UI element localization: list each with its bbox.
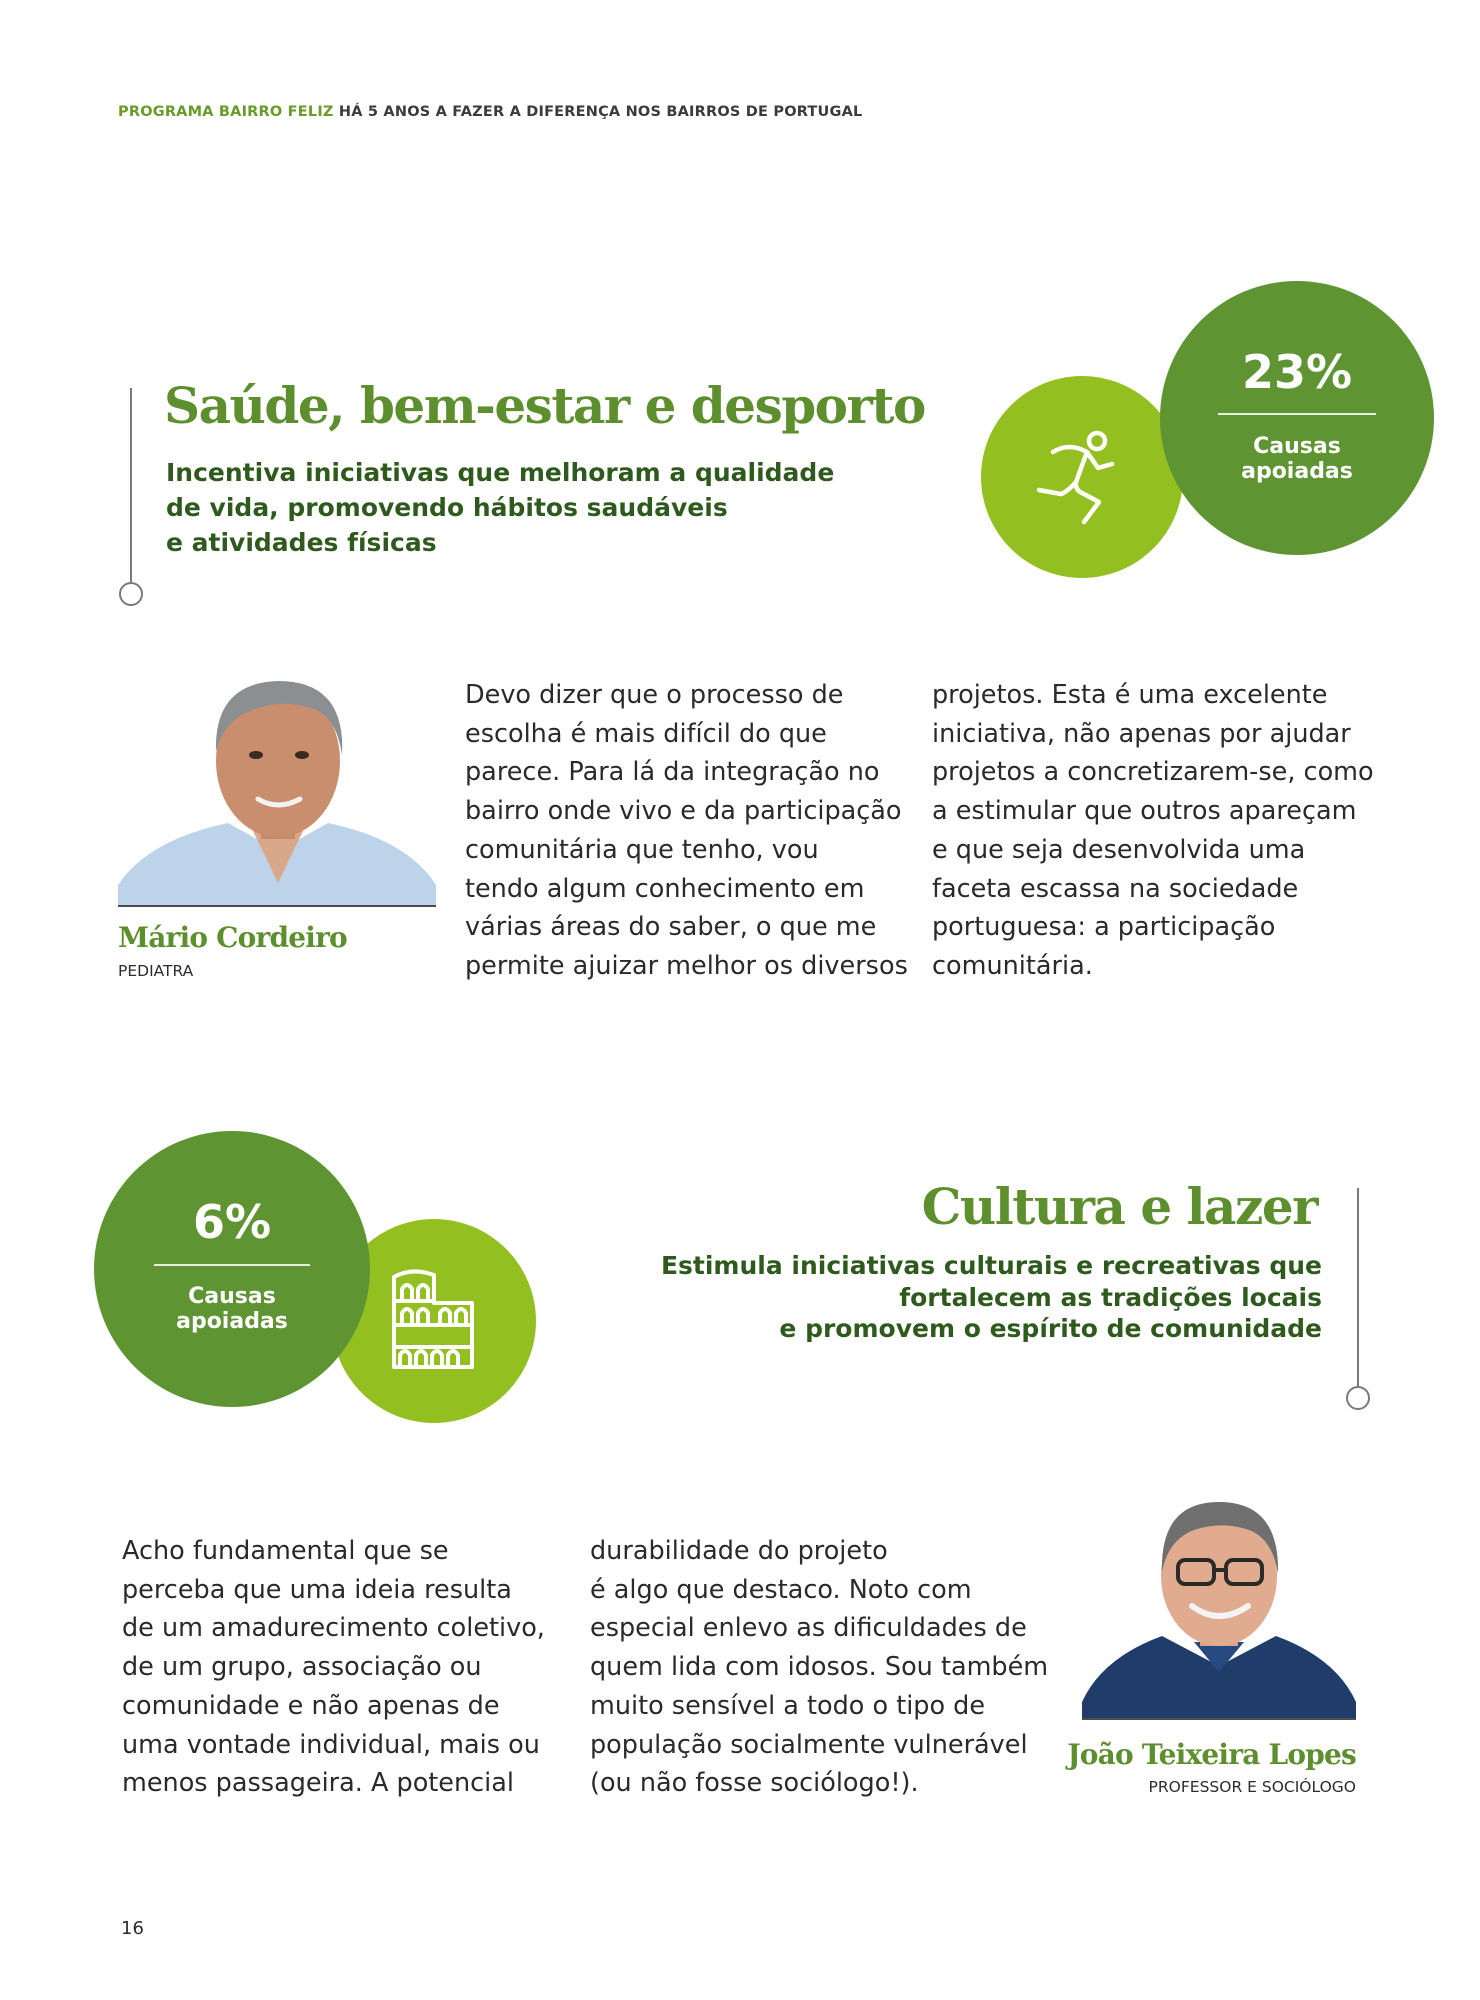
- quote-line: várias áreas do saber, o que me: [465, 912, 877, 943]
- quote-line: muito sensível a todo o tipo de: [590, 1690, 986, 1721]
- joao-teixeira-lopes-name: João Teixeira Lopes: [1067, 1738, 1356, 1771]
- stat-label-line: apoiadas: [176, 1309, 288, 1334]
- section1-rule: [130, 388, 132, 582]
- section1-quote-col1: [465, 676, 908, 986]
- quote-line: comunitária que tenho, vou: [465, 834, 819, 865]
- section2-quote-col2: [590, 1532, 1048, 1803]
- section2-subtitle-line: Estimula iniciativas culturais e recreativas que: [660, 1251, 1322, 1280]
- runner-icon: [981, 376, 1183, 578]
- quote-line: menos passageira. A potencial: [122, 1768, 514, 1799]
- quote-line: população socialmente vulnerável: [590, 1729, 1028, 1760]
- quote-line: quem lida com idosos. Sou também: [590, 1652, 1049, 1683]
- section2-stat-value: 6%: [192, 1195, 272, 1249]
- quote-line: a estimular que outros apareçam: [932, 796, 1357, 827]
- quote-line: (ou não fosse sociólogo!).: [590, 1768, 919, 1799]
- portrait-illustration: [118, 655, 436, 907]
- quote-line: de um grupo, associação ou: [122, 1652, 482, 1683]
- quote-line: e que seja desenvolvida uma: [932, 834, 1306, 865]
- quote-line: durabilidade do projeto: [590, 1536, 888, 1566]
- section2-stat-label: [94, 1284, 370, 1334]
- section1-stat-circle: [1160, 281, 1434, 555]
- portrait-illustration: [1082, 1488, 1356, 1720]
- quote-line: comunitária.: [932, 950, 1093, 981]
- stat-label-line: apoiadas: [1241, 459, 1353, 484]
- quote-line: uma vontade individual, mais ou: [122, 1729, 540, 1760]
- quote-line: portuguesa: a participação: [932, 912, 1276, 943]
- section2-quote-col1: [122, 1532, 545, 1803]
- quote-line: projetos a concretizarem-se, como: [932, 757, 1374, 788]
- section1-title: Saúde, bem-estar e desporto: [164, 376, 925, 435]
- section2-subtitle-line: fortalecem as tradições locais: [899, 1282, 1322, 1312]
- section1-subtitle-line: e atividades físicas: [166, 528, 437, 557]
- section1-subtitle: [166, 455, 866, 560]
- section1-stat-label: [1160, 434, 1434, 484]
- section1-stat-value: 23%: [1241, 345, 1353, 399]
- stat-label-line: Causas: [188, 1284, 276, 1309]
- quote-line: comunidade e não apenas de: [122, 1690, 500, 1721]
- quote-line: escolha é mais difícil do que: [465, 718, 827, 749]
- quote-line: perceba que uma ideia resulta: [122, 1574, 512, 1605]
- quote-line: bairro onde vivo e da participação: [465, 796, 902, 827]
- section1-subtitle-line: de vida, promovendo hábitos saudáveis: [166, 493, 728, 522]
- joao-teixeira-lopes-role: PROFESSOR E SOCIÓLOGO: [1148, 1778, 1356, 1796]
- mario-cordeiro-photo: [118, 655, 436, 907]
- quote-line: iniciativa, não apenas por ajudar: [932, 718, 1351, 749]
- quote-line: de um amadurecimento coletivo,: [122, 1613, 545, 1644]
- quote-line: especial enlevo as dificuldades de: [590, 1613, 1027, 1644]
- section1-stat-divider: [1218, 413, 1376, 415]
- header-brand: PROGRAMA BAIRRO FELIZ: [118, 104, 334, 120]
- section2-rule-end: [1346, 1386, 1370, 1410]
- quote-line: permite ajuizar melhor os diversos: [465, 950, 908, 981]
- mario-cordeiro-name: Mário Cordeiro: [118, 921, 347, 954]
- section1-icon-circle: [981, 376, 1183, 578]
- section2-stat-divider: [154, 1264, 310, 1266]
- section2-rule: [1357, 1188, 1359, 1388]
- page-header: [118, 104, 862, 120]
- quote-line: faceta escassa na sociedade: [932, 873, 1299, 904]
- mario-cordeiro-role: PEDIATRA: [118, 962, 194, 980]
- quote-line: projetos. Esta é uma excelente: [932, 680, 1328, 710]
- header-tagline: HÁ 5 ANOS A FAZER A DIFERENÇA NOS BAIRROS DE PORTUGAL: [338, 104, 863, 120]
- section1-rule-end: [119, 582, 143, 606]
- section1-quote-col2: [932, 676, 1374, 986]
- quote-line: Acho fundamental que se: [122, 1536, 449, 1566]
- section2-subtitle-line: e promovem o espírito de comunidade: [779, 1314, 1322, 1343]
- section2-subtitle: [602, 1250, 1322, 1345]
- section2-title: Cultura e lazer: [921, 1177, 1317, 1236]
- stat-label-line: Causas: [1253, 434, 1341, 459]
- page-number: 16: [121, 1918, 144, 1939]
- quote-line: tendo algum conhecimento em: [465, 873, 865, 904]
- section1-subtitle-line: Incentiva iniciativas que melhoram a qualidade: [166, 458, 835, 487]
- quote-line: parece. Para lá da integração no: [465, 757, 880, 788]
- quote-line: é algo que destaco. Noto com: [590, 1574, 972, 1605]
- quote-line: Devo dizer que o processo de: [465, 680, 844, 710]
- section2-stat-circle: [94, 1131, 370, 1407]
- joao-teixeira-lopes-photo: [1082, 1488, 1356, 1720]
